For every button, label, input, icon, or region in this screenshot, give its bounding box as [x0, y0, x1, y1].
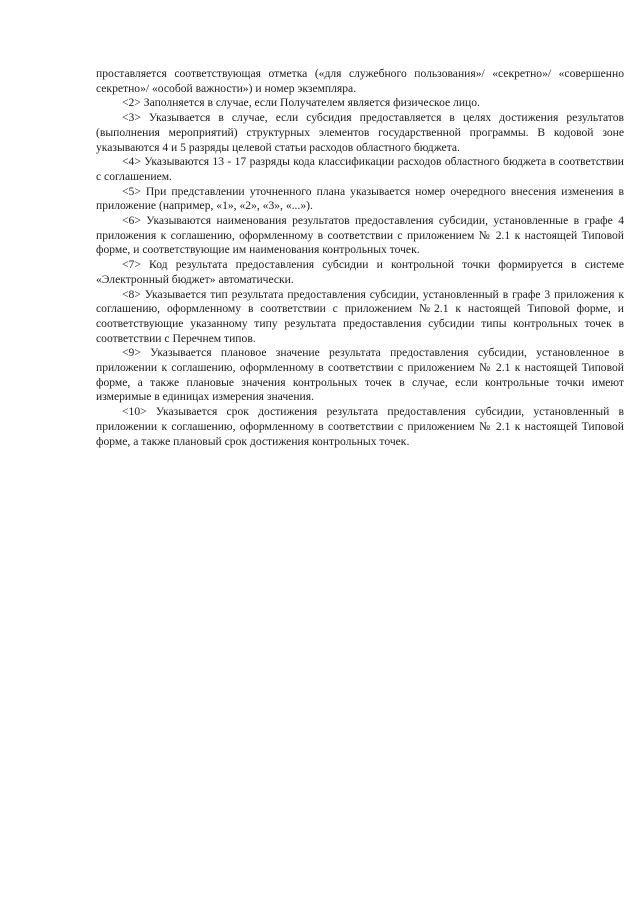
footnotes-text [96, 67, 624, 449]
footnote-2: <2> Заполняется в случае, если Получателем является физическое лицо. [122, 96, 480, 110]
footnote-7: <7> Код результата предоставления субсидии и контрольной точки формируется в системе «Электронный бюджет» автоматически. [96, 258, 624, 286]
footnote-4: <4> Указываются 13 - 17 разряды кода классификации расходов областного бюджета в соответствии с соглашением. [96, 155, 624, 183]
footnote-3: <3> Указывается в случае, если субсидия предоставляется в целях достижения результатов (выполнения мероприятий) структурных элементов государственной программы. В кодовой зоне указываются 4 и 5 разряды целевой статьи расходов областного бюджета. [96, 111, 624, 154]
footnote-9: <9> Указывается плановое значение результата предоставления субсидии, установленное в приложении к соглашению, оформленному в соответствии с приложением № 2.1 к настоящей Типовой форме, а также плановые значения контрольных точек в случае, если контрольные точки имеют измеримые в единицах измерения значения. [96, 346, 624, 404]
footnote-continuation: проставляется соответствующая отметка («для служебного пользования»/ «секретно»/ «совершенно секретно»/ «особой важности») и номер экземпляра. [96, 67, 624, 95]
footnote-8: <8> Указывается тип результата предоставления субсидии, установленный в графе 3 приложения к соглашению, оформленному в соответствии с приложением №2.1 к настоящей Типовой форме, и соответствующие указанному типу результата предоставления субсидии типы контрольных точек в соответствии с Перечнем типов. [96, 287, 624, 345]
footnote-10: <10> Указывается срок достижения результата предоставления субсидии, установленный в приложении к соглашению, оформленному в соответствии с приложением № 2.1 к настоящей Типовой форме, а также плановый срок достижения контрольных точек. [96, 405, 624, 448]
footnote-5: <5> При представлении уточненного плана указывается номер очередного внесения изменения в приложение (например, «1», «2», «3», «...»). [96, 184, 624, 213]
footnote-6: <6> Указываются наименования результатов предоставления субсидии, установленные в графе 4 приложения к соглашению, оформленному в соответствии с приложением № 2.1 к настоящей Типовой форме, и соответствующие им наименования контрольных точек. [96, 214, 624, 257]
